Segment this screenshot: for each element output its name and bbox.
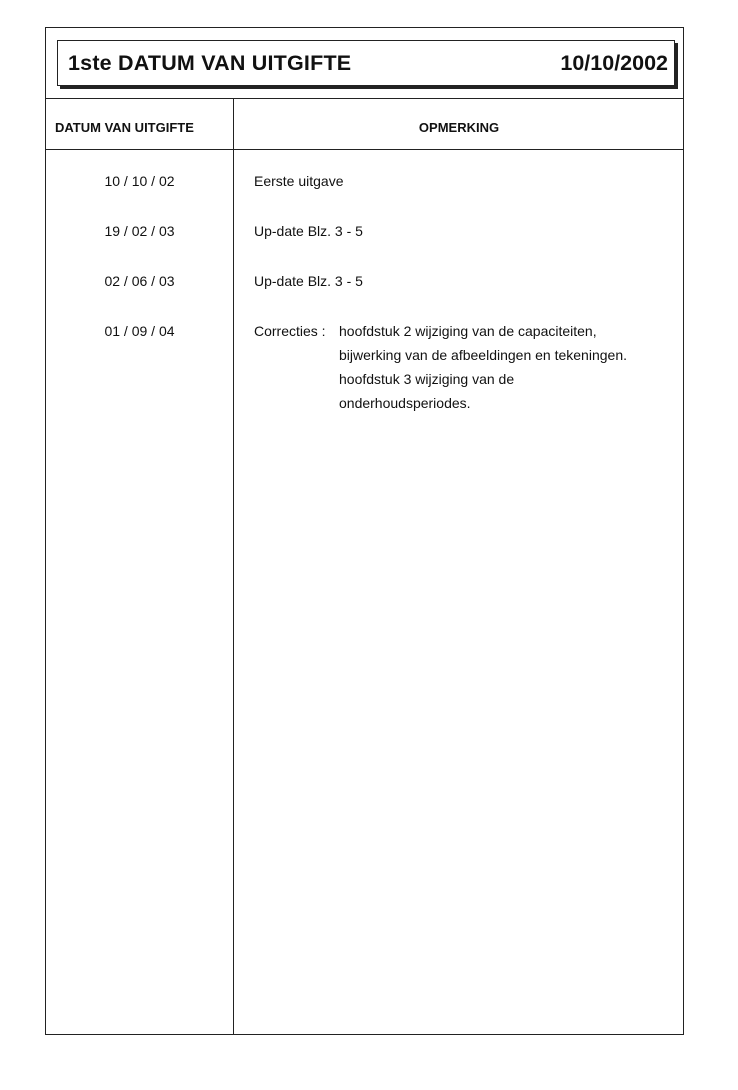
row-remark: Up-date Blz. 3 - 5 [254, 273, 363, 289]
revision-table [45, 27, 684, 1035]
header-remark: OPMERKING [418, 120, 500, 135]
title-box [57, 40, 675, 86]
title-date: 10/10/2002 [560, 51, 668, 75]
remark-detail-line: hoofdstuk 3 wijziging van de [339, 371, 515, 387]
remark-detail-line: hoofdstuk 2 wijziging van de capaciteiten, [339, 323, 597, 339]
divider [46, 98, 683, 99]
remark-detail-line: bijwerking van de afbeeldingen en tekeningen. [339, 347, 627, 363]
row-remark: Up-date Blz. 3 - 5 [254, 223, 363, 239]
header-date: DATUM VAN UITGIFTE [55, 120, 194, 135]
row-date: 02 / 06 / 03 [104, 273, 175, 289]
row-date: 19 / 02 / 03 [104, 223, 175, 239]
row-date: 01 / 09 / 04 [104, 323, 175, 339]
row-date: 10 / 10 / 02 [104, 173, 175, 189]
divider [46, 149, 683, 150]
column-divider [233, 98, 234, 1034]
row-remark: Correcties : [254, 323, 326, 339]
page-title: 1ste DATUM VAN UITGIFTE [68, 51, 352, 75]
remark-detail-line: onderhoudsperiodes. [339, 395, 471, 411]
row-remark: Eerste uitgave [254, 173, 344, 189]
